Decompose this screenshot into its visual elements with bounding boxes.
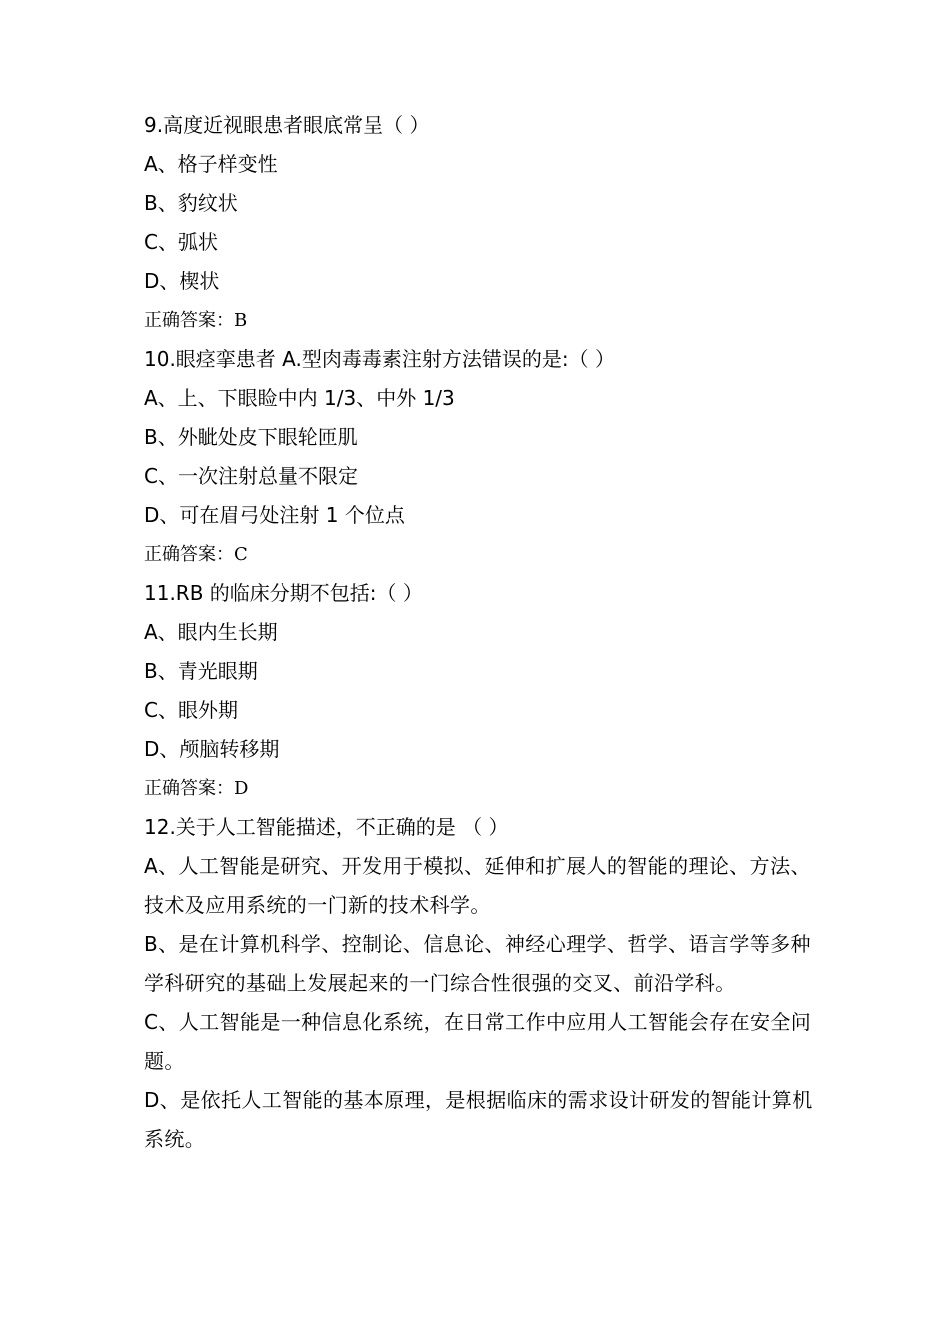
option-a: A、上、下眼睑中内 1/3、中外 1/3	[144, 386, 455, 410]
question-stem: 10.眼痉挛患者 A.型肉毒毒素注射方法错误的是:（ ）	[144, 347, 615, 371]
option-d: D、楔状	[144, 269, 220, 293]
option-b: B、青光眼期	[144, 659, 258, 683]
question-stem: 12.关于人工智能描述，不正确的是 （ ）	[144, 815, 509, 839]
option-a: A、人工智能是研究、开发用于模拟、延伸和扩展人的智能的理论、方法、技术及应用系统的一门新的技术科学。	[144, 854, 811, 917]
option-d: D、颅脑转移期	[144, 737, 280, 761]
option-b: B、豹纹状	[144, 191, 238, 215]
option-b: B、外眦处皮下眼轮匝肌	[144, 425, 358, 449]
correct-answer: 正确答案：B	[144, 310, 248, 331]
option-a: A、眼内生长期	[144, 620, 278, 644]
correct-answer: 正确答案：D	[144, 778, 249, 799]
option-b: B、是在计算机科学、控制论、信息论、神经心理学、哲学、语言学等多种学科研究的基础上发展起来的一门综合性很强的交叉、前沿学科。	[144, 932, 811, 995]
question-stem: 11.RB 的临床分期不包括:（ ）	[144, 581, 423, 605]
option-c: C、眼外期	[144, 698, 238, 722]
option-d: D、可在眉弓处注射 1 个位点	[144, 503, 405, 527]
option-c: C、一次注射总量不限定	[144, 464, 358, 488]
correct-answer: 正确答案：C	[144, 544, 248, 565]
question-stem: 9.高度近视眼患者眼底常呈（ ）	[144, 113, 430, 137]
document-page	[144, 106, 814, 1159]
option-a: A、格子样变性	[144, 152, 278, 176]
option-c: C、弧状	[144, 230, 218, 254]
option-d: D、是依托人工智能的基本原理，是根据临床的需求设计研发的智能计算机系统。	[144, 1088, 813, 1151]
option-c: C、人工智能是一种信息化系统，在日常工作中应用人工智能会存在安全问题。	[144, 1010, 812, 1073]
